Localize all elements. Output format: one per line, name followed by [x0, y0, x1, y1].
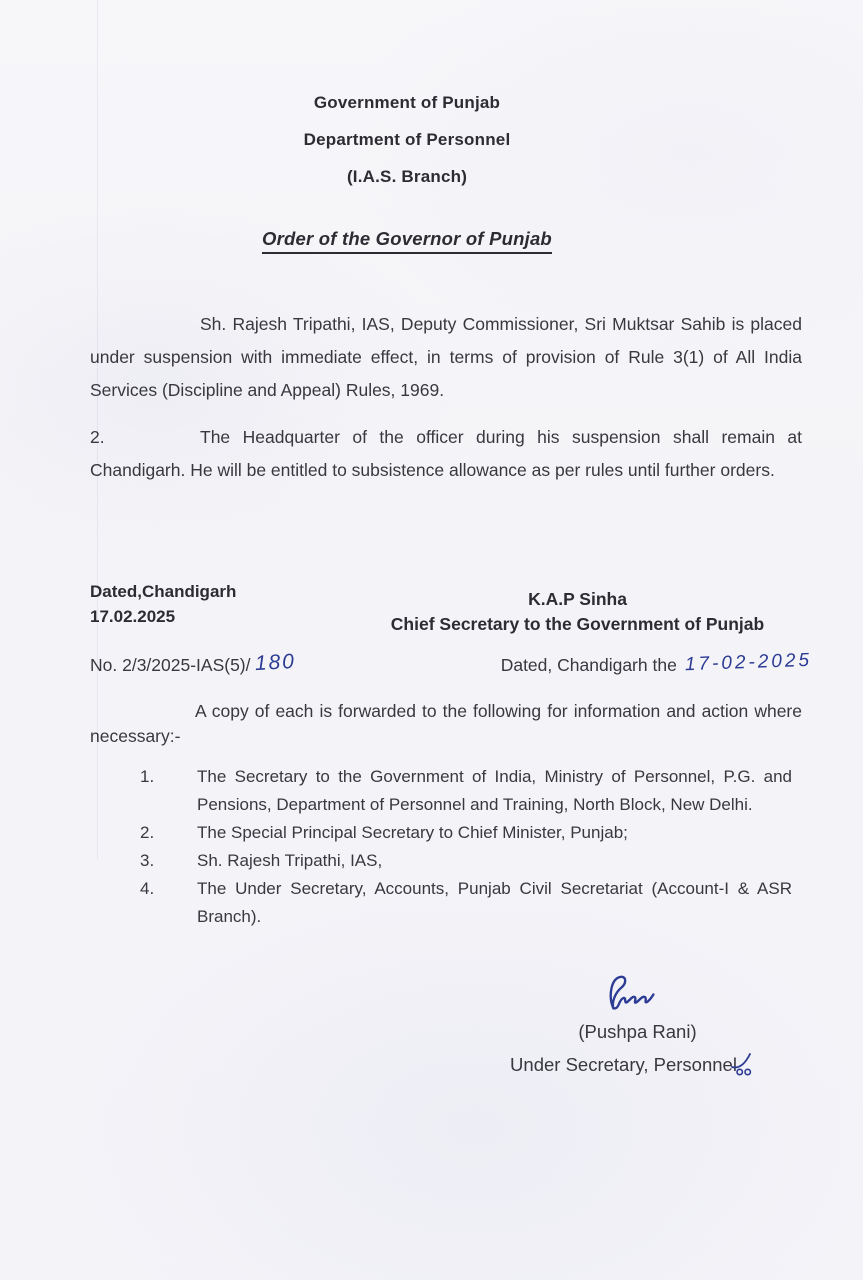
signer-title: Under Secretary, Personnel [510, 1054, 737, 1075]
order-title: Order of the Governor of Punjab [262, 228, 552, 254]
list-item [140, 819, 792, 847]
reference-date-handwritten: 17-02-2025 [684, 649, 813, 676]
signatory-block [345, 587, 810, 636]
list-item-text: The Special Principal Secretary to Chief Minister, Punjab; [197, 823, 628, 842]
footer-signature-block [470, 970, 805, 1078]
order-body [90, 308, 802, 487]
list-item-number: 1. [140, 767, 155, 786]
signer-title-line [470, 1045, 805, 1078]
list-item-text: Sh. Rajesh Tripathi, IAS, [197, 851, 383, 870]
header-government-line: Government of Punjab [313, 93, 501, 112]
list-item [140, 875, 792, 931]
list-item [140, 847, 792, 875]
list-item-text: The Secretary to the Government of India, Ministry of Personnel, P.G. and Pensions, Department of Personnel and Training, North Block, New Delhi. [197, 767, 792, 814]
paragraph-2-number: 2. [90, 427, 105, 447]
reference-date [500, 649, 813, 677]
reference-number-handwritten: 180 [253, 649, 296, 676]
signer-name: (Pushpa Rani) [578, 1021, 697, 1042]
list-item-number: 2. [140, 823, 155, 842]
list-item-number: 4. [140, 879, 155, 898]
reference-number [90, 649, 296, 677]
forwarding-list [140, 763, 792, 931]
signatory-name: K.A.P Sinha [528, 589, 627, 609]
list-item-text: The Under Secretary, Accounts, Punjab Civil Secretariat (Account-I & ASR Branch). [197, 879, 792, 926]
header-department-line: Department of Personnel [303, 130, 511, 149]
order-title-wrap [52, 228, 762, 254]
initials-flourish-icon [729, 1053, 765, 1079]
dated-date: 17.02.2025 [90, 606, 176, 626]
handwritten-signature-icon [598, 970, 678, 1016]
signatory-title: Chief Secretary to the Government of Punjab [390, 613, 765, 634]
paragraph-2-text: The Headquarter of the officer during his suspension shall remain at Chandigarh. He will be entitled to subsistence allowance as per rules until further orders. [90, 427, 802, 480]
dated-block [90, 580, 236, 629]
reference-dated-label: Dated, Chandigarh the [500, 655, 677, 675]
dated-place: Dated,Chandigarh [90, 582, 237, 601]
forwarding-intro: A copy of each is forwarded to the following for information and action where necessary:- [90, 701, 802, 746]
list-item-number: 3. [140, 851, 155, 870]
document-header [52, 84, 762, 195]
reference-number-label: No. 2/3/2025-IAS(5)/ [90, 655, 251, 675]
paragraph-2 [90, 421, 802, 487]
paragraph-1: Sh. Rajesh Tripathi, IAS, Deputy Commissioner, Sri Muktsar Sahib is placed under suspension with immediate effect, in terms of provision of Rule 3(1) of All India Services (Discipline and Appeal) Rules, 1969. [90, 314, 802, 400]
header-branch-line: (I.A.S. Branch) [346, 167, 468, 186]
reference-line [90, 649, 813, 677]
list-item [140, 763, 792, 819]
